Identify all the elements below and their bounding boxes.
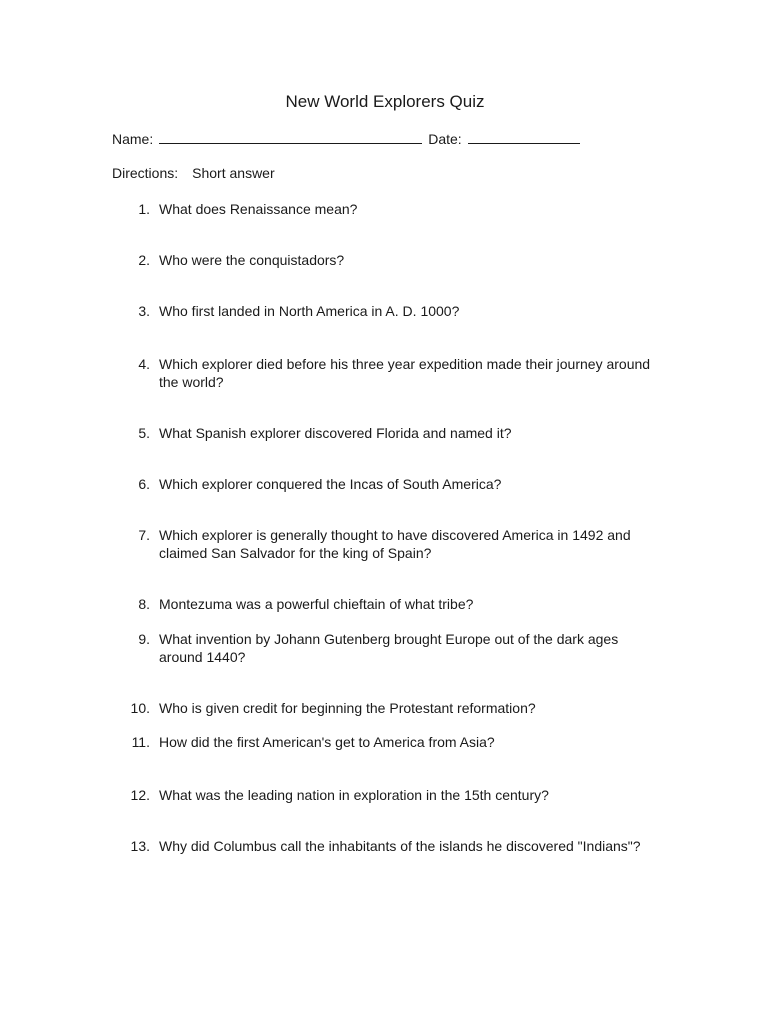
date-label: Date: bbox=[428, 131, 462, 147]
question-number: 4. bbox=[138, 356, 150, 372]
page-title: New World Explorers Quiz bbox=[285, 92, 485, 111]
question-text: What invention by Johann Gutenberg brought Europe out of the dark ages around 1440? bbox=[159, 631, 619, 665]
name-blank-line bbox=[159, 131, 422, 144]
question-text: What does Renaissance mean? bbox=[159, 201, 358, 217]
question-number: 10. bbox=[130, 700, 150, 716]
question-number: 12. bbox=[130, 787, 150, 803]
question-number: 6. bbox=[138, 476, 150, 492]
question-text: Which explorer conquered the Incas of South America? bbox=[159, 476, 502, 492]
name-date-row bbox=[112, 131, 580, 147]
question-text: Who is given credit for beginning the Protestant reformation? bbox=[159, 700, 536, 716]
question-number: 1. bbox=[138, 201, 150, 217]
question-text: What Spanish explorer discovered Florida and named it? bbox=[159, 425, 512, 441]
question-number: 7. bbox=[138, 527, 150, 543]
question-text: Why did Columbus call the inhabitants of the islands he discovered "Indians"? bbox=[159, 838, 641, 854]
question-number: 2. bbox=[138, 252, 150, 268]
question-text: Who first landed in North America in A. D. 1000? bbox=[159, 303, 460, 319]
question-number: 11. bbox=[131, 734, 150, 750]
question-number: 13. bbox=[130, 838, 150, 854]
question-text: Which explorer died before his three year expedition made their journey around the world? bbox=[159, 356, 651, 390]
directions-value: Short answer bbox=[192, 165, 275, 181]
question-number: 9. bbox=[138, 631, 150, 647]
name-label: Name: bbox=[112, 131, 154, 147]
question-text: How did the first American's get to America from Asia? bbox=[159, 734, 495, 750]
question-text: Montezuma was a powerful chieftain of what tribe? bbox=[159, 596, 474, 612]
directions bbox=[112, 165, 275, 181]
question-text: What was the leading nation in exploration in the 15th century? bbox=[159, 787, 549, 803]
directions-label: Directions: bbox=[112, 165, 179, 181]
question-number: 8. bbox=[138, 596, 150, 612]
question-text: Who were the conquistadors? bbox=[159, 252, 345, 268]
date-blank-line bbox=[468, 131, 580, 144]
question-number: 5. bbox=[138, 425, 150, 441]
question-text: Which explorer is generally thought to have discovered America in 1492 and claimed San Salvador for the king of Spain? bbox=[159, 527, 631, 561]
question-number: 3. bbox=[138, 303, 150, 319]
